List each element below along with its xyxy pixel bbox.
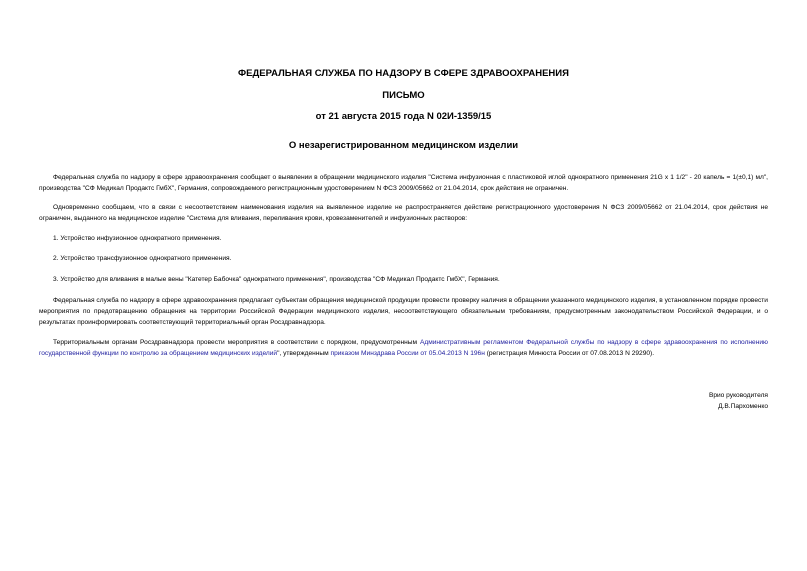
date-number-heading: от 21 августа 2015 года N 02И-1359/15 bbox=[315, 111, 492, 122]
list-item-2: 2. Устройство трансфузионное однократного применения. bbox=[53, 255, 232, 262]
agency-heading: ФЕДЕРАЛЬНАЯ СЛУЖБА ПО НАДЗОРУ В СФЕРЕ ЗДРАВООХРАНЕНИЯ bbox=[238, 68, 569, 79]
paragraph-2: Одновременно сообщаем, что в связи с несоответствием наименования изделия на выявленное изделие не распространяется действие регистрационного удостоверения N ФСЗ 2009/05662 от 21.04.2014, срок действия не ограничен, выданного на медицинское изделие "Система для вливания, переливания крови, кровезаменителей и инфузионных растворов: bbox=[39, 204, 768, 222]
paragraph-4 bbox=[39, 337, 768, 359]
list-item-3: 3. Устройство для вливания в малые вены "Катетер Бабочка" однократного применения", производства "СФ Медикал Продактс ГмбХ", Германия. bbox=[53, 276, 500, 283]
paragraph-3: Федеральная служба по надзору в сфере здравоохранения предлагает субъектам обращения медицинской продукции провести проверку наличия в обращении указанного медицинского изделия, в установленном порядке провести мероприятия по предотвращению обращения на территории Российской Федерации медицинского изделия, несоответствующего обязательным требованиям, предусмотренным законодательством Российской Федерации, и о результатах проинформировать соответствующий территориальный орган Росздравнадзора. bbox=[39, 297, 768, 326]
doc-type-heading: ПИСЬМО bbox=[382, 90, 425, 101]
paragraph-4-text-a: Территориальным органам Росздравнадзора провести мероприятия в соответствии с порядком, предусмотренным bbox=[53, 339, 420, 346]
regulation-link[interactable]: Административным регламентом Федеральной службы по надзору в сфере здравоохранения по исполнению государственной функции по контролю за обращением медицинских изделий bbox=[39, 339, 768, 357]
paragraph-1: Федеральная служба по надзору в сфере здравоохранения сообщает о выявлении в обращении медицинского изделия "Система инфузионная с пластиковой иглой однократного применения 21G x 1 1/2" - 20 капель = 1(±0,1) мл", производства "СФ Медикал Продактс ГмбХ", Германия, сопровождаемого регистрационным удостоверением N ФСЗ 2009/05662 от 21.04.2014, срок действия не ограничен. bbox=[39, 174, 768, 192]
signature-name: Д.В.Пархоменко bbox=[718, 403, 768, 410]
subject-heading: О незарегистрированном медицинском изделии bbox=[288, 140, 519, 151]
paragraph-4-text-b: ", утвержденным bbox=[277, 350, 331, 357]
signature-position: Врио руководителя bbox=[708, 392, 768, 399]
paragraph-4-text-c: (регистрация Минюста России от 07.08.2013 N 29290). bbox=[484, 350, 655, 357]
order-link[interactable]: приказом Минздрава России от 05.04.2013 N 196н bbox=[330, 350, 485, 357]
list-item-1: 1. Устройство инфузионное однократного применения. bbox=[53, 235, 222, 242]
